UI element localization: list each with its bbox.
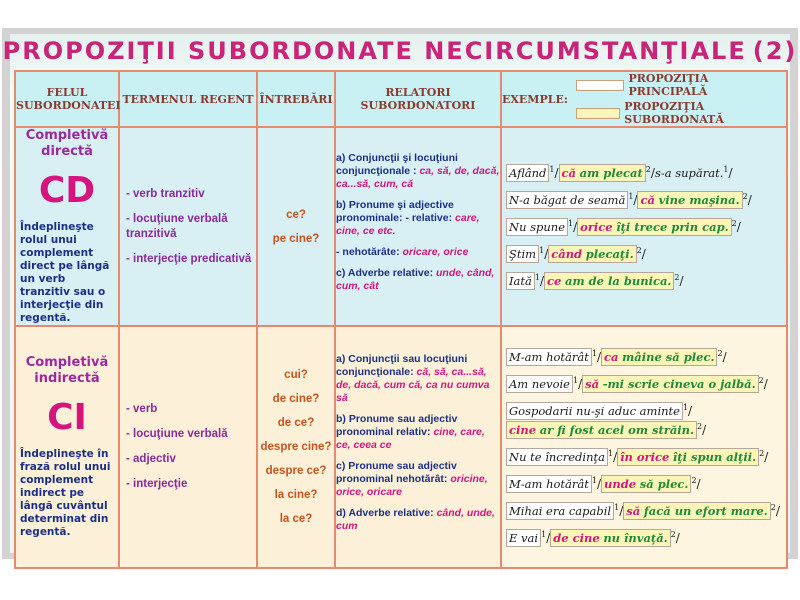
clause-number: 2: [742, 192, 748, 201]
clause-marker: $^2$/: [670, 530, 680, 545]
clause-number: 2: [691, 476, 697, 485]
clause-marker: $^1$/: [723, 165, 733, 180]
principal-clause: Nu te încredinţa: [506, 448, 608, 466]
legend-swatch-subordonata: [576, 108, 620, 119]
example-item: [506, 163, 782, 182]
relator-heading: d) Adverbe relative:: [336, 507, 434, 519]
clause-marker: $^1$/: [614, 503, 624, 518]
type-name: Completivă directă: [25, 128, 109, 159]
relator-heading: c) Pronume sau adjectiv pronominal nehotărât:: [336, 460, 457, 485]
clause-number: 1: [572, 376, 579, 385]
clause-number: 2: [645, 165, 651, 174]
subordinate-rest: am plecat: [579, 166, 643, 180]
subordinate-clause: [623, 502, 770, 520]
example-item: [506, 271, 782, 290]
relator-items: când, unde, cum: [336, 507, 495, 532]
subordinate-clause: [617, 448, 759, 466]
relator-group: [336, 413, 500, 452]
question-item: la cine?: [274, 489, 318, 501]
subordinate-rest: -mi scrie cineva o jalbă.: [602, 377, 756, 391]
questions-list: [258, 368, 334, 526]
subordinate-rest: mâine să plec.: [622, 350, 715, 364]
clause-marker: $^1$/: [628, 192, 638, 207]
relators-cell: [335, 127, 501, 326]
clause-marker: $^1$/: [539, 246, 549, 261]
example-item: [506, 528, 782, 547]
question-item: de ce?: [277, 417, 315, 429]
subordinate-clause: [550, 529, 670, 547]
clause-marker: $^2$/: [758, 376, 768, 391]
header-exemple: [501, 71, 787, 127]
relator-group: [336, 267, 500, 293]
regent-item: - interjecţie predicativă: [126, 252, 252, 265]
regent-item: - interjecţie: [126, 478, 188, 490]
example-item: [506, 474, 782, 493]
subordinator: de cine: [553, 531, 600, 545]
subordinator: că: [561, 166, 577, 180]
question-item: pe cine?: [272, 232, 320, 245]
subordinate-clause: [506, 421, 697, 439]
relator-items: unde, când, cum, cât: [336, 267, 495, 292]
type-cell: [15, 127, 119, 326]
subordinate-rest: facă un efort mare.: [643, 504, 768, 518]
clause-marker: $^2$/: [645, 165, 655, 180]
subordinator: unde: [604, 477, 637, 491]
relator-items: oricine, orice, oricare: [336, 473, 488, 498]
principal-clause: Iată: [506, 272, 535, 290]
relator-group: [336, 152, 500, 191]
subordinate-rest: nu învaţă.: [603, 531, 668, 545]
relator-group: [336, 353, 500, 405]
question-item: despre cine?: [260, 441, 332, 453]
clause-number: 2: [758, 376, 764, 385]
clause-number: 1: [628, 192, 634, 201]
examples-cell: [501, 127, 787, 326]
clause-marker: $^2$/: [770, 503, 780, 518]
clause-number: 1: [568, 219, 574, 228]
question-item: ce?: [286, 208, 306, 221]
type-abbr: CI: [47, 397, 87, 438]
clause-marker: $^1$/: [568, 219, 578, 234]
principal-clause: M-am hotărât: [506, 475, 592, 493]
subordinator: să: [626, 504, 641, 518]
type-cell: [15, 326, 119, 568]
clause-marker: $^1$/: [682, 403, 693, 418]
subordinate-rest: plecaţi.: [585, 247, 634, 261]
principal-clause: Aflând: [506, 164, 549, 182]
question-item: de cine?: [272, 393, 320, 405]
subordinate-rest: să plec.: [639, 477, 689, 491]
subordinator: ce: [547, 274, 562, 288]
example-item: [506, 501, 782, 520]
question-item: cui?: [284, 369, 308, 381]
questions-list: [258, 208, 334, 246]
subordinator: să: [585, 377, 600, 391]
clause-number: 1: [534, 273, 540, 282]
type-abbr: CD: [38, 170, 96, 211]
relator-items: care, cine, ce etc.: [336, 212, 480, 237]
clause-number: 2: [717, 349, 723, 358]
regent-list: [120, 402, 256, 492]
example-item: [506, 374, 782, 393]
type-description: Îndeplineşte rolul unui complement direct pe lângă un verb tranzitiv sau o interjecţie din regentă.: [20, 221, 110, 324]
page-title: [2, 34, 798, 68]
regent-item: - verb: [126, 403, 158, 415]
regent-item: - adjectiv: [126, 453, 176, 465]
subordinate-rest: am de la bunica.: [565, 274, 672, 288]
legend: [576, 72, 786, 126]
example-item: [506, 447, 782, 466]
examples-list: [502, 163, 786, 290]
clause-number: 1: [541, 530, 547, 539]
row-completiva-indirecta: [15, 326, 787, 568]
row-completiva-directa: [15, 127, 787, 326]
relator-heading: b) Pronume şi adjective pronominale: - relative:: [336, 199, 454, 224]
subordinator: în orice: [620, 450, 670, 464]
subordinator: că: [640, 193, 655, 207]
poster-frame: [2, 28, 798, 559]
subordinator: cine: [509, 423, 537, 437]
clause-marker: $^2$/: [674, 273, 684, 288]
poster-panel: [2, 34, 798, 553]
clause-number: 1: [607, 449, 614, 458]
clause-number: 2: [674, 273, 680, 282]
regent-cell: [119, 326, 257, 568]
clause-marker: $^1$/: [591, 349, 602, 364]
clause-marker: $^1$/: [591, 476, 602, 491]
relator-items: oricare, orice: [402, 246, 469, 258]
relator-group: [336, 460, 500, 499]
clause-number: 2: [697, 422, 703, 431]
grammar-table: [14, 70, 788, 569]
clause-marker: $^1$/: [607, 449, 618, 464]
clause-number: 1: [682, 403, 689, 412]
regent-item: - locuţiune verbală: [126, 428, 228, 440]
clause-number: 2: [670, 530, 676, 539]
clause-number: 1: [723, 165, 729, 174]
clause-number: 1: [591, 476, 597, 485]
subordinate-rest: ar fi fost acel om străin.: [539, 423, 695, 437]
clause-marker: $^2$/: [717, 349, 727, 364]
relator-items: cine, care, ce, ceea ce: [336, 426, 485, 451]
relator-heading: a) Conjuncţii sau locuţiuni conjuncţionale:: [336, 353, 468, 378]
legend-subordonata: PROPOZIŢIA SUBORDONATĂ: [624, 100, 724, 126]
examples-list: [502, 347, 786, 547]
regent-item: - locuţiune verbală tranzitivă: [126, 212, 228, 240]
subordinate-clause: [548, 245, 636, 263]
example-item: [506, 401, 782, 439]
clause-number: 2: [770, 503, 776, 512]
question-item: la ce?: [279, 513, 313, 525]
principal-clause: M-am hotărât: [506, 348, 592, 366]
questions-cell: [257, 326, 335, 568]
title-text: PROPOZIŢII SUBORDONATE NECIRCUMSTANŢIALE: [2, 37, 747, 65]
regent-list: [120, 187, 256, 267]
subordinate-clause: [577, 218, 731, 236]
relator-heading: c) Adverbe relative:: [336, 267, 434, 279]
clause-marker: $^2$/: [636, 246, 646, 261]
clause-number: 1: [539, 246, 545, 255]
subordinate-clause: [582, 375, 758, 393]
header-intrebari: ÎNTREBĂRI: [257, 71, 335, 127]
clause-number: 1: [614, 503, 620, 512]
clause-marker: $^2$/: [697, 422, 707, 437]
clause-number: 2: [731, 219, 737, 228]
type-name: Completivă indirectă: [25, 355, 109, 386]
clause-marker: $^2$/: [731, 219, 741, 234]
clause-marker: $^1$/: [541, 530, 551, 545]
clause-number: 1: [591, 349, 597, 358]
subordinate-clause: [637, 191, 742, 209]
regent-item: - verb tranzitiv: [126, 187, 205, 200]
regent-cell: [119, 127, 257, 326]
relator-items: ca, să, de, dacă, ca...să, cum, că: [336, 165, 500, 190]
relator-group: [336, 507, 500, 533]
subordinator: când: [551, 247, 583, 261]
question-item: despre ce?: [265, 465, 327, 477]
examples-cell: [501, 326, 787, 568]
type-description: Îndeplineşte în frază rolul unui complement indirect pe lângă cuvântul determinat din regentă.: [20, 448, 111, 538]
clause-marker: $^2$/: [742, 192, 752, 207]
principal-clause: Nu spune: [506, 218, 568, 236]
header-row: [15, 71, 787, 127]
principal-clause: Gospodarii nu-şi aduc aminte: [506, 402, 683, 420]
relator-items: că, să, ca...să, de, dacă, cum că, ca nu cumva să: [336, 366, 490, 404]
clause-number: 2: [759, 449, 765, 458]
subordinate-clause: [601, 475, 691, 493]
clause-marker: $^1$/: [534, 273, 545, 288]
principal-clause: Ştim: [506, 245, 539, 263]
relator-heading: b) Pronume sau adjectiv pronominal relativ:: [336, 413, 458, 438]
principal-clause: N-a băgat de seamă: [506, 191, 628, 209]
subordinate-clause: [544, 272, 674, 290]
principal-tail: s-a supărat.: [654, 166, 724, 180]
example-item: [506, 217, 782, 236]
subordinate-clause: [559, 164, 646, 182]
example-item: [506, 190, 782, 209]
subordinate-rest: vine maşina.: [658, 193, 740, 207]
relator-heading: - nehotărâte:: [336, 246, 400, 258]
legend-principala: PROPOZIŢIA PRINCIPALĂ: [628, 72, 709, 98]
title-number: (2): [752, 37, 798, 65]
clause-marker: $^1$/: [572, 376, 583, 391]
subordinate-rest: îţi trece prin cap.: [616, 220, 729, 234]
legend-swatch-principala: [576, 80, 625, 91]
clause-number: 1: [549, 165, 555, 174]
subordinate-clause: [601, 348, 717, 366]
questions-cell: [257, 127, 335, 326]
clause-marker: $^1$/: [549, 165, 559, 180]
principal-clause: E vai: [506, 529, 541, 547]
subordinate-rest: îţi spun alţii.: [672, 450, 757, 464]
clause-number: 2: [636, 246, 642, 255]
example-item: [506, 244, 782, 263]
relator-group: [336, 246, 500, 259]
principal-clause: Mihai era capabil: [506, 502, 614, 520]
example-item: [506, 347, 782, 366]
subordinator: ca: [604, 350, 619, 364]
subordinator: orice: [580, 220, 613, 234]
clause-marker: $^2$/: [759, 449, 769, 464]
relator-heading: a) Conjuncţii şi locuţiuni conjuncţionale :: [336, 152, 458, 177]
header-termenul: TERMENUL REGENT: [119, 71, 257, 127]
principal-clause: Am nevoie: [506, 375, 573, 393]
header-relatori: RELATORI SUBORDONATORI: [335, 71, 501, 127]
clause-marker: $^2$/: [691, 476, 701, 491]
relators-cell: [335, 326, 501, 568]
relator-group: [336, 199, 500, 238]
exemple-label: EXEMPLE:: [502, 92, 568, 106]
header-felul: FELUL SUBORDONATEI: [15, 71, 119, 127]
